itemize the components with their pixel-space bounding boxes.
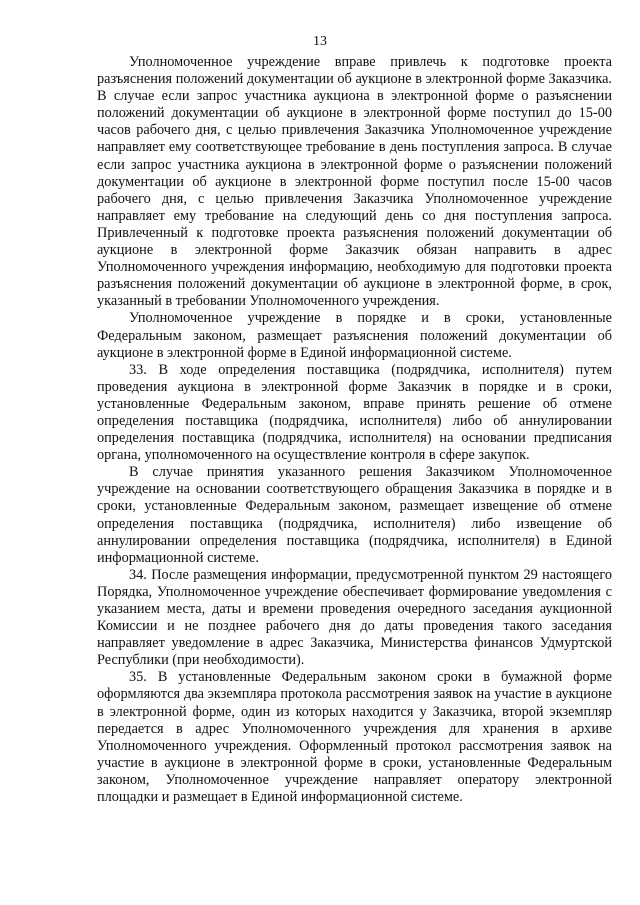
paragraph-item-35: 35. В установленные Федеральным законом сроки в бумажной форме оформляются два экземпляра протокола рассмотрения заявок на участие в аукционе в электронной форме, один из которых находится у Заказчика, второй экземпляр передается в адрес Уполномоченного учреждения для хранения в архиве Уполномоченного учреждения. Оформленный протокол рассмотрения заявок на участие в аукционе в электронной форме в сроки, установленные Федеральным законом, Уполномоченное учреждение направляет оператору электронной площадки и размещает в Единой информационной системе. — [97, 669, 612, 806]
paragraph-item-33: 33. В ходе определения поставщика (подрядчика, исполнителя) путем проведения аукциона в электронной форме Заказчик в порядке и в сроки, установленные Федеральным законом, вправе принять решение об отмене определения поставщика (подрядчика, исполнителя) либо об аннулировании определения поставщика (подрядчика, исполнителя) на основании предписания органа, уполномоченного на осуществление контроля в сфере закупок. — [97, 361, 612, 464]
document-body — [97, 54, 612, 806]
paragraph-clarification-publication: Уполномоченное учреждение в порядке и в сроки, установленные Федеральным законом, размещает разъяснения положений документации об аукционе в электронной форме в Единой информационной системе. — [97, 310, 612, 361]
paragraph-cancellation-notice: В случае принятия указанного решения Заказчиком Уполномоченное учреждение на основании соответствующего обращения Заказчика в порядке и в сроки, установленные Федеральным законом, размещает извещение об отмене определения поставщика (подрядчика, исполнителя) либо извещение об аннулировании определения поставщика (подрядчика, исполнителя) в Единой информационной системе. — [97, 464, 612, 566]
paragraph-item-34: 34. После размещения информации, предусмотренной пунктом 29 настоящего Порядка, Уполномоченное учреждение обеспечивает формирование уведомления с указанием места, даты и времени проведения очередного заседания аукционной Комиссии и не позднее рабочего дня до даты проведения такого заседания направляет уведомление в адрес Заказчика, Министерства финансов Удмуртской Республики (при необходимости). — [97, 566, 612, 669]
paragraph-clarification-drafting: Уполномоченное учреждение вправе привлечь к подготовке проекта разъяснения положений документации об аукционе в электронной форме Заказчика. В случае если запрос участника аукциона в электронной форме о разъяснении положений документации об аукционе в электронной форме поступил до 15-00 часов рабочего дня, с целью привлечения Заказчика Уполномоченное учреждение направляет ему соответствующее требование в день поступления запроса. В случае если запрос участника аукциона в электронной форме о разъяснении положений документации об аукционе в электронной форме поступил после 15-00 часов рабочего дня, с целью привлечения Заказчика Уполномоченное учреждение направляет ему требование на следующий день со дня поступления запроса. Привлеченный к подготовке проекта разъяснения положений документации об аукционе в электронной форме Заказчик обязан направить в адрес Уполномоченного учреждения информацию, необходимую для подготовки проекта разъяснения положений документации об аукционе в электронной форме, в срок, указанный в требовании Уполномоченного учреждения. — [97, 54, 612, 310]
page-number: 13 — [313, 34, 327, 49]
